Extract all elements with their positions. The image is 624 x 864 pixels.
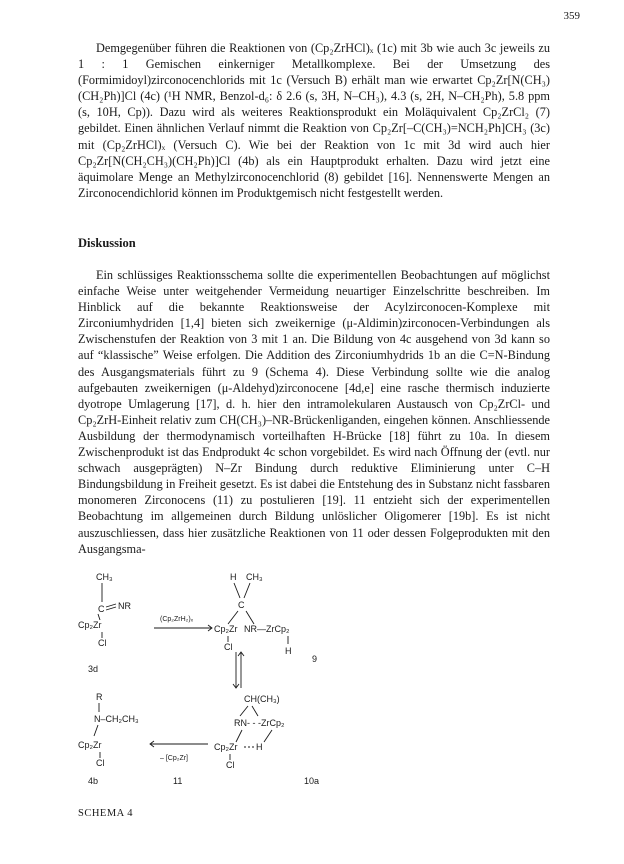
label-h: H bbox=[230, 572, 237, 582]
label-cp2zr: Cp₂Zr bbox=[78, 740, 102, 750]
label-reagent: (Cp₂ZrH₂)ₓ bbox=[160, 616, 194, 623]
bond bbox=[94, 725, 98, 736]
bond bbox=[252, 706, 258, 716]
label-ch3: CH₃ bbox=[246, 572, 263, 582]
compound-10a: 10a bbox=[304, 776, 320, 786]
reaction-scheme bbox=[78, 572, 378, 808]
label-nr: NR bbox=[118, 601, 131, 611]
paragraph-text: Ein schlüssiges Reaktionsschema sollte die experimentellen Beobachtungen auf möglichst einfache Weise unter weitgehender Vermeidung neuartiger Einzelschritte beschreiben. Im Hinblick auf die bekannte Reaktionsweise der Acylzirconocen-Komplexe mit Zirconiumhydriden [1,4] bieten sich zweikernige (μ-Aldimin)zirconocen-Verbindungen als Zwischenstufen der Reaktion von 3 mit 1 an. Die Bildung von 4c ausgehend von 3d kann so auf “klassische” Weise erfolgen. Die Addition des Zirconiumhydrids 1b an die C=N-Bindung des Ausgangsmaterials führt zu 9 (Schema 4). Diese Verbindung sollte wie die analog aufgebauten zweikernigen (μ-Aldehyd)zirconocene [4d,e] eine rasche thermisch induzierte dyotrope Umlagerung [17], d. h. hier den intramolekularen Austausch von Cp₂ZrCl- und Cp₂ZrH-Einheit relativ zum CH(CH₃)–NR-Brückenliganden, eingehen können. Anschliessende Ausbildung der thermodynamisch vorteilhaften H-Brücke [18] führt zu 10a. In diesem Zwischenprodukt ist das Endprodukt 4c schon vorgebildet. Es wird nach Öffnung der (evtl. nur schwach ausgeprägten) N–Zr Bindung durch reduktive Eliminierung unter C–H Bindungsbildung in Freiheit gesetzt. Es ist dabei die Entstehung des in Substanz nicht fassbaren monomeren Zirconocens (11) zu postulieren [19]. 11 entzieht sich der experimentellen Beobachtung im allgemeinen durch Bildung unlöslicher Oligomerer [19b]. Es ist nicht auszuschliessen, dass hier zusätzliche Reaktionen von 11 oder dessen Folgeprodukten mit den Ausgangsma- bbox=[78, 268, 550, 556]
paragraph-discussion bbox=[78, 267, 550, 557]
label-cl: Cl bbox=[226, 760, 235, 770]
page-number: 359 bbox=[563, 10, 580, 22]
double-bond bbox=[106, 607, 116, 610]
label-cl: Cl bbox=[224, 642, 233, 652]
label-n-ch2ch3: N–CH₂CH₃ bbox=[94, 714, 139, 724]
label-ch-ch3: CH(CH₃) bbox=[244, 694, 280, 704]
label-nr-zrcp2: NR—ZrCp₂ bbox=[244, 624, 290, 634]
label-r: R bbox=[96, 692, 103, 702]
double-bond bbox=[106, 604, 116, 607]
compound-9: 9 bbox=[312, 654, 318, 664]
label-h: H bbox=[285, 646, 292, 656]
label-cp2zr: Cp₂Zr bbox=[214, 742, 238, 752]
label-carbon: C bbox=[238, 600, 245, 610]
bond bbox=[234, 583, 240, 598]
label-cp2zr: Cp₂Zr bbox=[78, 620, 102, 630]
bond bbox=[264, 730, 272, 742]
compound-11: 11 bbox=[173, 776, 183, 786]
bond bbox=[246, 611, 254, 624]
reaction-scheme-drawing bbox=[78, 572, 378, 808]
bond bbox=[236, 730, 242, 742]
label-cl: Cl bbox=[96, 758, 105, 768]
label-rn-zrcp2: RN- - -ZrCp₂ bbox=[234, 718, 285, 728]
label-h: H bbox=[256, 742, 263, 752]
label-cl: Cl bbox=[98, 638, 107, 648]
label-ch3: CH₃ bbox=[96, 572, 113, 582]
paragraph-results bbox=[78, 40, 550, 201]
bond bbox=[228, 611, 238, 624]
label-carbon: C bbox=[98, 604, 105, 614]
bond bbox=[244, 583, 250, 598]
scheme-caption: SCHEMA 4 bbox=[78, 808, 134, 819]
section-heading: Diskussion bbox=[78, 236, 136, 250]
compound-3d: 3d bbox=[88, 664, 99, 674]
label-cp2zr: Cp₂Zr bbox=[214, 624, 238, 634]
label-elimination: – [Cp₂Zr] bbox=[160, 755, 188, 762]
bond bbox=[240, 706, 248, 716]
compound-4b: 4b bbox=[88, 776, 99, 786]
paragraph-text: Demgegenüber führen die Reaktionen von (Cp₂ZrHCl)ₓ (1c) mit 3b wie auch 3c jeweils zu 1 : 1 Gemischen einkerniger Metallkomplexe. Bei der Umsetzung des (Formimidoyl)zirconocenchlorids mit 1c (Versuch B) erhält man wie erwartet Cp₂Zr[N(CH₃)(CH₂Ph)]Cl (4c) (¹H NMR, Benzol-d₆: δ 2.6 (s, 3H, N–CH₃), 4.3 (s, 2H, N–CH₂Ph), 5.8 ppm (s, 10H, Cp)). Dazu wird als weiteres Reaktionsprodukt ein Moläquivalent Cp₂ZrCl₂ (7) gebildet. Einen ähnlichen Verlauf nimmt die Reaktion von Cp₂Zr[–C(CH₃)=NCH₂Ph]CH₃ (3c) mit (Cp₂ZrHCl)ₓ (Versuch C). Wie bei der Reaktion von 1c mit 3d wird auch hier Cp₂Zr[N(CH₂CH₃)(CH₂Ph)]Cl (4b) als ein Hauptprodukt erhalten. Dazu wird jetzt eine äquimolare Menge an Methylzirconocenchlorid (8) gebildet [16]. Nennenswerte Mengen an Zirconocendichlorid können im Produktgemisch nicht festgestellt werden. bbox=[78, 41, 550, 200]
